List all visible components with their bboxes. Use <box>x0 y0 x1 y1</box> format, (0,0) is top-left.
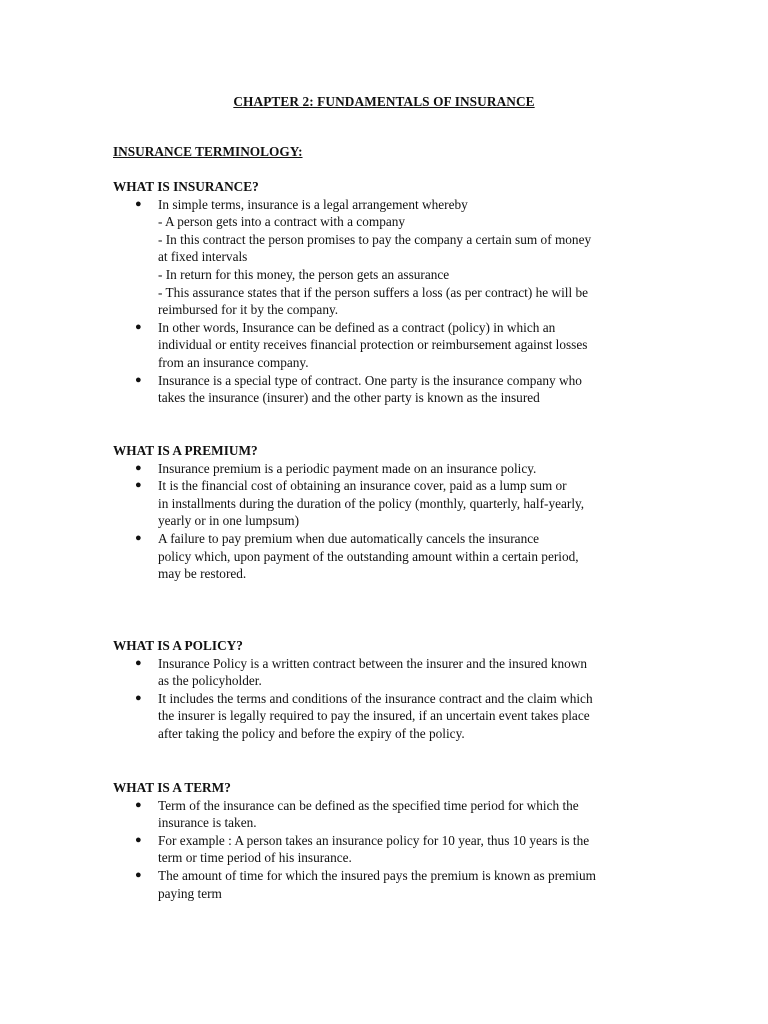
text-line: In other words, Insurance can be defined as a contract (policy) in which an <box>158 319 556 335</box>
list-item <box>113 655 653 690</box>
list-item <box>113 372 653 407</box>
terminology-heading: INSURANCE TERMINOLOGY: <box>113 144 303 159</box>
text-line: the insurer is legally required to pay the insured, if an uncertain event takes place <box>158 708 590 724</box>
section-policy <box>113 637 653 743</box>
text-line: yearly or in one lumpsum) <box>158 513 300 529</box>
text-line: - In return for this money, the person gets an assurance <box>158 266 450 282</box>
text-line: It includes the terms and conditions of the insurance contract and the claim which <box>158 690 593 706</box>
list-item <box>113 477 653 530</box>
text-line: individual or entity receives financial protection or reimbursement against losses <box>158 337 588 353</box>
bullet-icon: ● <box>135 656 142 669</box>
bullet-icon: ● <box>135 461 142 474</box>
text-line: as the policyholder. <box>158 673 262 689</box>
text-line: - This assurance states that if the person suffers a loss (as per contract) he will be <box>158 284 589 300</box>
text-line: - In this contract the person promises to pay the company a certain sum of money <box>158 231 592 247</box>
text-line: may be restored. <box>158 566 247 582</box>
bullet-icon: ● <box>135 479 142 492</box>
text-line: in installments during the duration of the policy (monthly, quarterly, half-yearly, <box>158 495 585 511</box>
section-heading: WHAT IS INSURANCE? <box>113 179 259 194</box>
text-line: The amount of time for which the insured pays the premium is known as premium <box>158 867 596 883</box>
section-heading: WHAT IS A POLICY? <box>113 638 243 653</box>
chapter-title: CHAPTER 2: FUNDAMENTALS OF INSURANCE <box>233 94 535 109</box>
list-item <box>113 319 653 372</box>
text-line: reimbursed for it by the company. <box>158 302 339 318</box>
bullet-list <box>113 460 653 583</box>
list-item <box>113 690 653 743</box>
bullet-icon: ● <box>135 691 142 704</box>
section-term <box>113 779 653 902</box>
text-line: Insurance is a special type of contract. One party is the insurance company who <box>158 372 582 388</box>
text-line: after taking the policy and before the expiry of the policy. <box>158 725 465 741</box>
text-line: It is the financial cost of obtaining an insurance cover, paid as a lump sum or <box>158 478 567 494</box>
text-line: - A person gets into a contract with a company <box>158 214 406 230</box>
bullet-icon: ● <box>135 320 142 333</box>
text-line: For example : A person takes an insurance policy for 10 year, thus 10 years is the <box>158 832 590 848</box>
text-line: paying term <box>158 885 222 901</box>
bullet-list <box>113 797 653 903</box>
text-line: Insurance premium is a periodic payment made on an insurance policy. <box>158 460 537 476</box>
list-item <box>113 530 653 583</box>
bullet-list <box>113 196 653 407</box>
text-line: policy which, upon payment of the outstanding amount within a certain period, <box>158 548 579 564</box>
text-line: from an insurance company. <box>158 354 309 370</box>
text-line: takes the insurance (insurer) and the other party is known as the insured <box>158 390 540 406</box>
text-line: A failure to pay premium when due automatically cancels the insurance <box>158 530 540 546</box>
text-line: In simple terms, insurance is a legal arrangement whereby <box>158 196 468 212</box>
text-line: term or time period of his insurance. <box>158 850 352 866</box>
bullet-list <box>113 655 653 743</box>
bullet-icon: ● <box>135 833 142 846</box>
text-line: Term of the insurance can be defined as the specified time period for which the <box>158 797 579 813</box>
bullet-icon: ● <box>135 373 142 386</box>
section-premium <box>113 442 653 583</box>
list-item <box>113 867 653 902</box>
bullet-icon: ● <box>135 197 142 210</box>
section-heading: WHAT IS A TERM? <box>113 780 231 795</box>
bullet-icon: ● <box>135 798 142 811</box>
section-insurance <box>113 178 653 407</box>
text-line: insurance is taken. <box>158 815 257 831</box>
text-line: at fixed intervals <box>158 249 248 265</box>
bullet-icon: ● <box>135 531 142 544</box>
bullet-icon: ● <box>135 868 142 881</box>
list-item <box>113 460 653 478</box>
list-item <box>113 797 653 832</box>
section-heading: WHAT IS A PREMIUM? <box>113 443 258 458</box>
list-item <box>113 196 653 319</box>
list-item <box>113 832 653 867</box>
text-line: Insurance Policy is a written contract between the insurer and the insured known <box>158 655 588 671</box>
